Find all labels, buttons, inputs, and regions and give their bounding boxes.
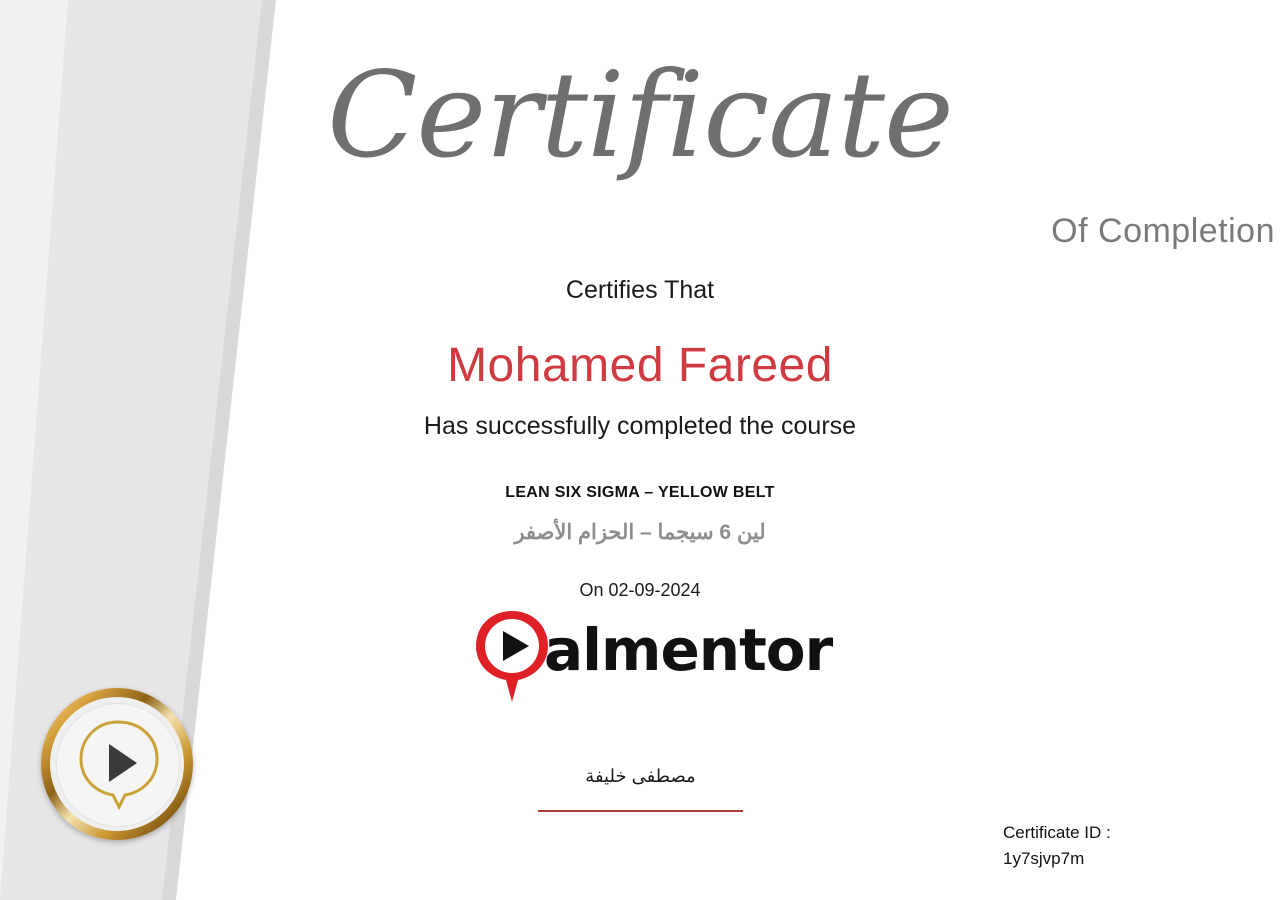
completion-date: On 02-09-2024	[579, 580, 701, 600]
certificate-id-label: Certificate ID :	[1003, 823, 1111, 842]
certificate-subtitle: Of Completion	[1051, 212, 1275, 250]
recipient-name: Mohamed Fareed	[447, 339, 833, 392]
certificate-id	[1003, 820, 1263, 873]
signature-rule	[538, 810, 743, 812]
certificate-id-value: 1y7sjvp7m	[1003, 849, 1085, 869]
gold-seal-play-icon	[75, 718, 161, 810]
brand-logo	[472, 604, 833, 704]
certifies-label: Certifies That	[565, 276, 715, 304]
certificate-content	[300, 0, 1280, 900]
certificate-title: Certificate	[327, 46, 953, 184]
course-title-ar: لين 6 سيجما – الحزام الأصفر	[514, 521, 766, 544]
brand-name: almentor	[544, 616, 833, 684]
signature-name: مصطفى خليفة	[585, 766, 696, 786]
course-title-en: LEAN SIX SIGMA – YELLOW BELT	[505, 484, 775, 501]
play-pin-icon	[472, 609, 552, 704]
completion-label: Has successfully completed the course	[423, 412, 857, 440]
gold-seal	[41, 688, 193, 840]
